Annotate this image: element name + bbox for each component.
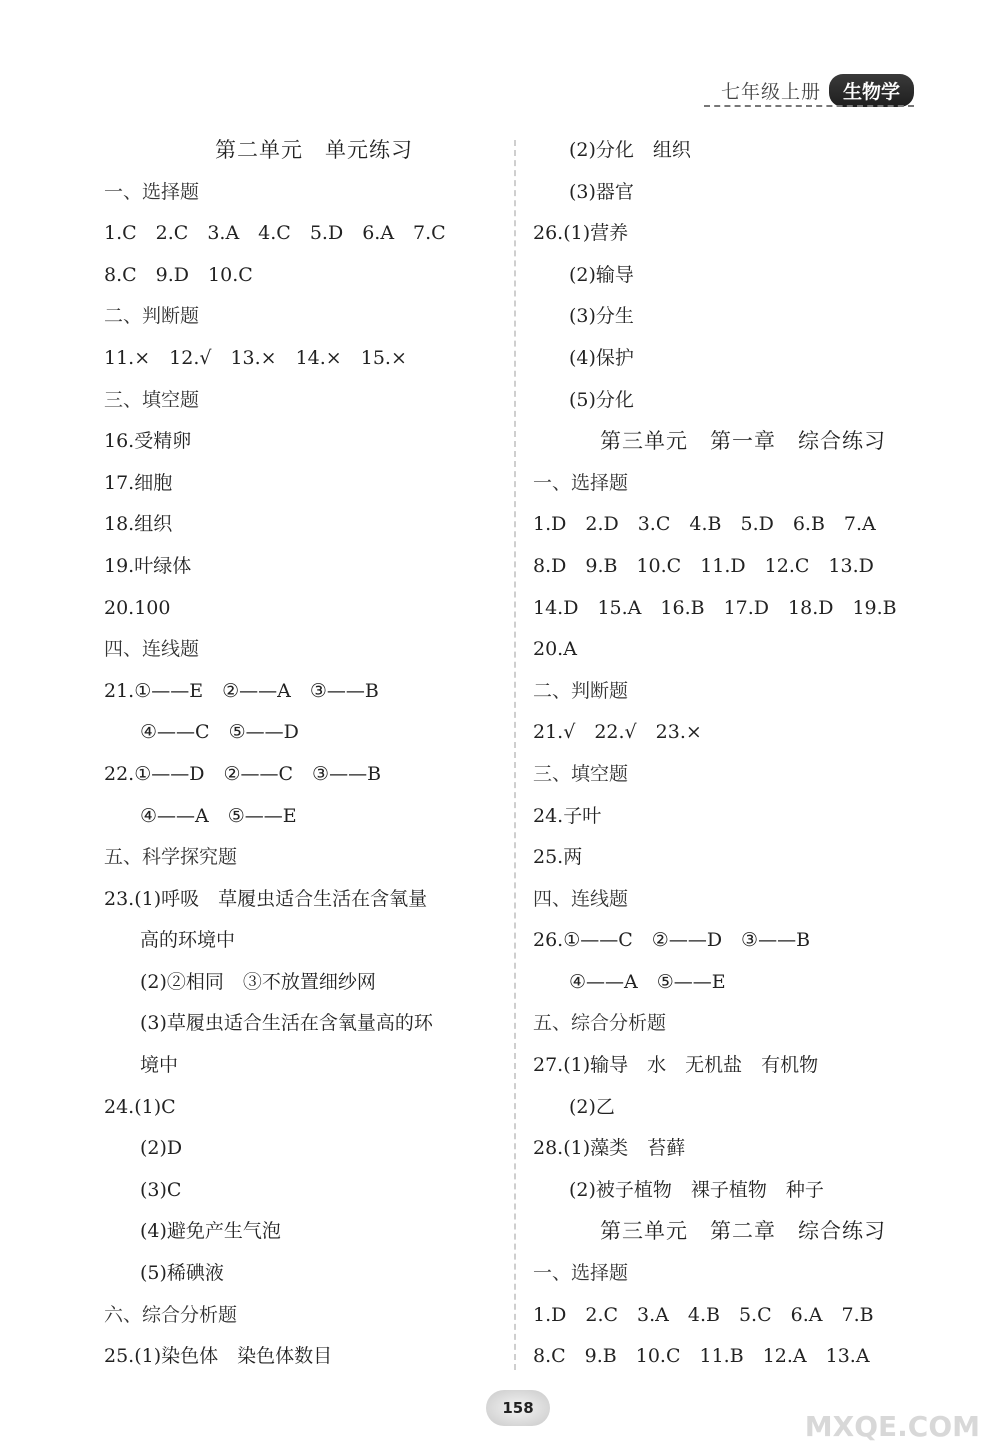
section-title: 第二单元 单元练习	[215, 138, 413, 162]
answer-line: 20.100	[104, 596, 171, 619]
answer-line: (2)输导	[569, 263, 634, 286]
answer-line: 18.组织	[104, 513, 173, 536]
answer-line: 17.细胞	[104, 471, 173, 494]
answer-line: (4)保护	[569, 346, 634, 369]
answer-line: ④——A ⑤——E	[569, 970, 726, 993]
header-rule	[704, 105, 914, 107]
answer-line: (4)避免产生气泡	[140, 1220, 281, 1243]
answer-line: 8.D 9.B 10.C 11.D 12.C 13.D	[533, 554, 874, 577]
section-title: 第三单元 第一章 综合练习	[600, 429, 886, 454]
answer-line: 8.C 9.D 10.C	[104, 263, 253, 286]
question-type-heading: 三、填空题	[104, 388, 200, 411]
answer-line: (3)C	[140, 1178, 182, 1201]
page-header	[721, 74, 914, 107]
question-type-heading: 四、连线题	[533, 887, 629, 910]
left-column	[104, 130, 524, 1378]
answer-line: 25.两	[533, 846, 583, 869]
answer-line: 1.D 2.C 3.A 4.B 5.C 6.A 7.B	[533, 1303, 874, 1326]
question-type-heading: 一、选择题	[533, 1262, 629, 1285]
page-number: 158	[486, 1390, 550, 1426]
answer-line: 11.× 12.√ 13.× 14.× 15.×	[104, 346, 407, 369]
answer-line: 19.叶绿体	[104, 554, 192, 577]
answer-line: 16.受精卵	[104, 430, 192, 453]
answer-line: 1.D 2.D 3.C 4.B 5.D 6.B 7.A	[533, 513, 876, 536]
question-type-heading: 一、选择题	[533, 471, 629, 494]
question-type-heading: 一、选择题	[104, 180, 200, 203]
right-column	[533, 130, 953, 1378]
answer-line: (2)D	[140, 1137, 183, 1160]
answer-line: (3)草履虫适合生活在含氧量高的环	[140, 1012, 433, 1035]
answer-line: 24.(1)C	[104, 1095, 176, 1118]
answer-line: (3)分生	[569, 305, 634, 328]
question-type-heading: 六、综合分析题	[104, 1303, 238, 1326]
answer-line: ④——C ⑤——D	[140, 721, 299, 744]
answer-line: (3)器官	[569, 180, 634, 203]
answer-line: 20.A	[533, 638, 577, 661]
answer-line: (5)稀碘液	[140, 1262, 224, 1285]
answer-line: 24.子叶	[533, 804, 602, 827]
question-type-heading: 二、判断题	[533, 679, 629, 702]
answer-line: 27.(1)输导 水 无机盐 有机物	[533, 1054, 819, 1077]
question-type-heading: 四、连线题	[104, 638, 200, 661]
answer-line: 14.D 15.A 16.B 17.D 18.D 19.B	[533, 596, 897, 619]
answer-line: (2)②相同 ③不放置细纱网	[140, 970, 376, 993]
answer-line: (2)乙	[569, 1095, 615, 1118]
column-divider	[514, 140, 516, 1370]
answer-line: (2)被子植物 裸子植物 种子	[569, 1178, 824, 1201]
answer-line: 21.√ 22.√ 23.×	[533, 721, 702, 744]
question-type-heading: 五、科学探究题	[104, 846, 238, 869]
question-type-heading: 五、综合分析题	[533, 1012, 667, 1035]
section-title: 第三单元 第二章 综合练习	[600, 1219, 886, 1244]
question-type-heading: 三、填空题	[533, 762, 629, 785]
answer-line: 23.(1)呼吸 草履虫适合生活在含氧量	[104, 887, 428, 910]
answer-line: 21.①——E ②——A ③——B	[104, 679, 379, 702]
grade-label: 七年级上册	[720, 81, 821, 103]
answer-line: 8.C 9.B 10.C 11.B 12.A 13.A	[533, 1345, 870, 1368]
answer-line: 25.(1)染色体 染色体数目	[104, 1345, 333, 1368]
answer-line: (5)分化	[569, 388, 634, 411]
answer-line: 22.①——D ②——C ③——B	[104, 762, 382, 785]
answer-line: 26.(1)营养	[533, 222, 629, 245]
answer-line: 境中	[140, 1054, 179, 1077]
answer-line: 28.(1)藻类 苔藓	[533, 1137, 686, 1160]
question-type-heading: 二、判断题	[104, 305, 200, 328]
answer-line: ④——A ⑤——E	[140, 804, 297, 827]
answer-line: 26.①——C ②——D ③——B	[533, 929, 811, 952]
answer-line: 高的环境中	[140, 929, 236, 952]
answer-line: 1.C 2.C 3.A 4.C 5.D 6.A 7.C	[104, 222, 446, 245]
subject-badge: 生物学	[829, 74, 914, 107]
watermark: MXQE.COM	[804, 1410, 980, 1443]
answer-line: (2)分化 组织	[569, 139, 691, 161]
